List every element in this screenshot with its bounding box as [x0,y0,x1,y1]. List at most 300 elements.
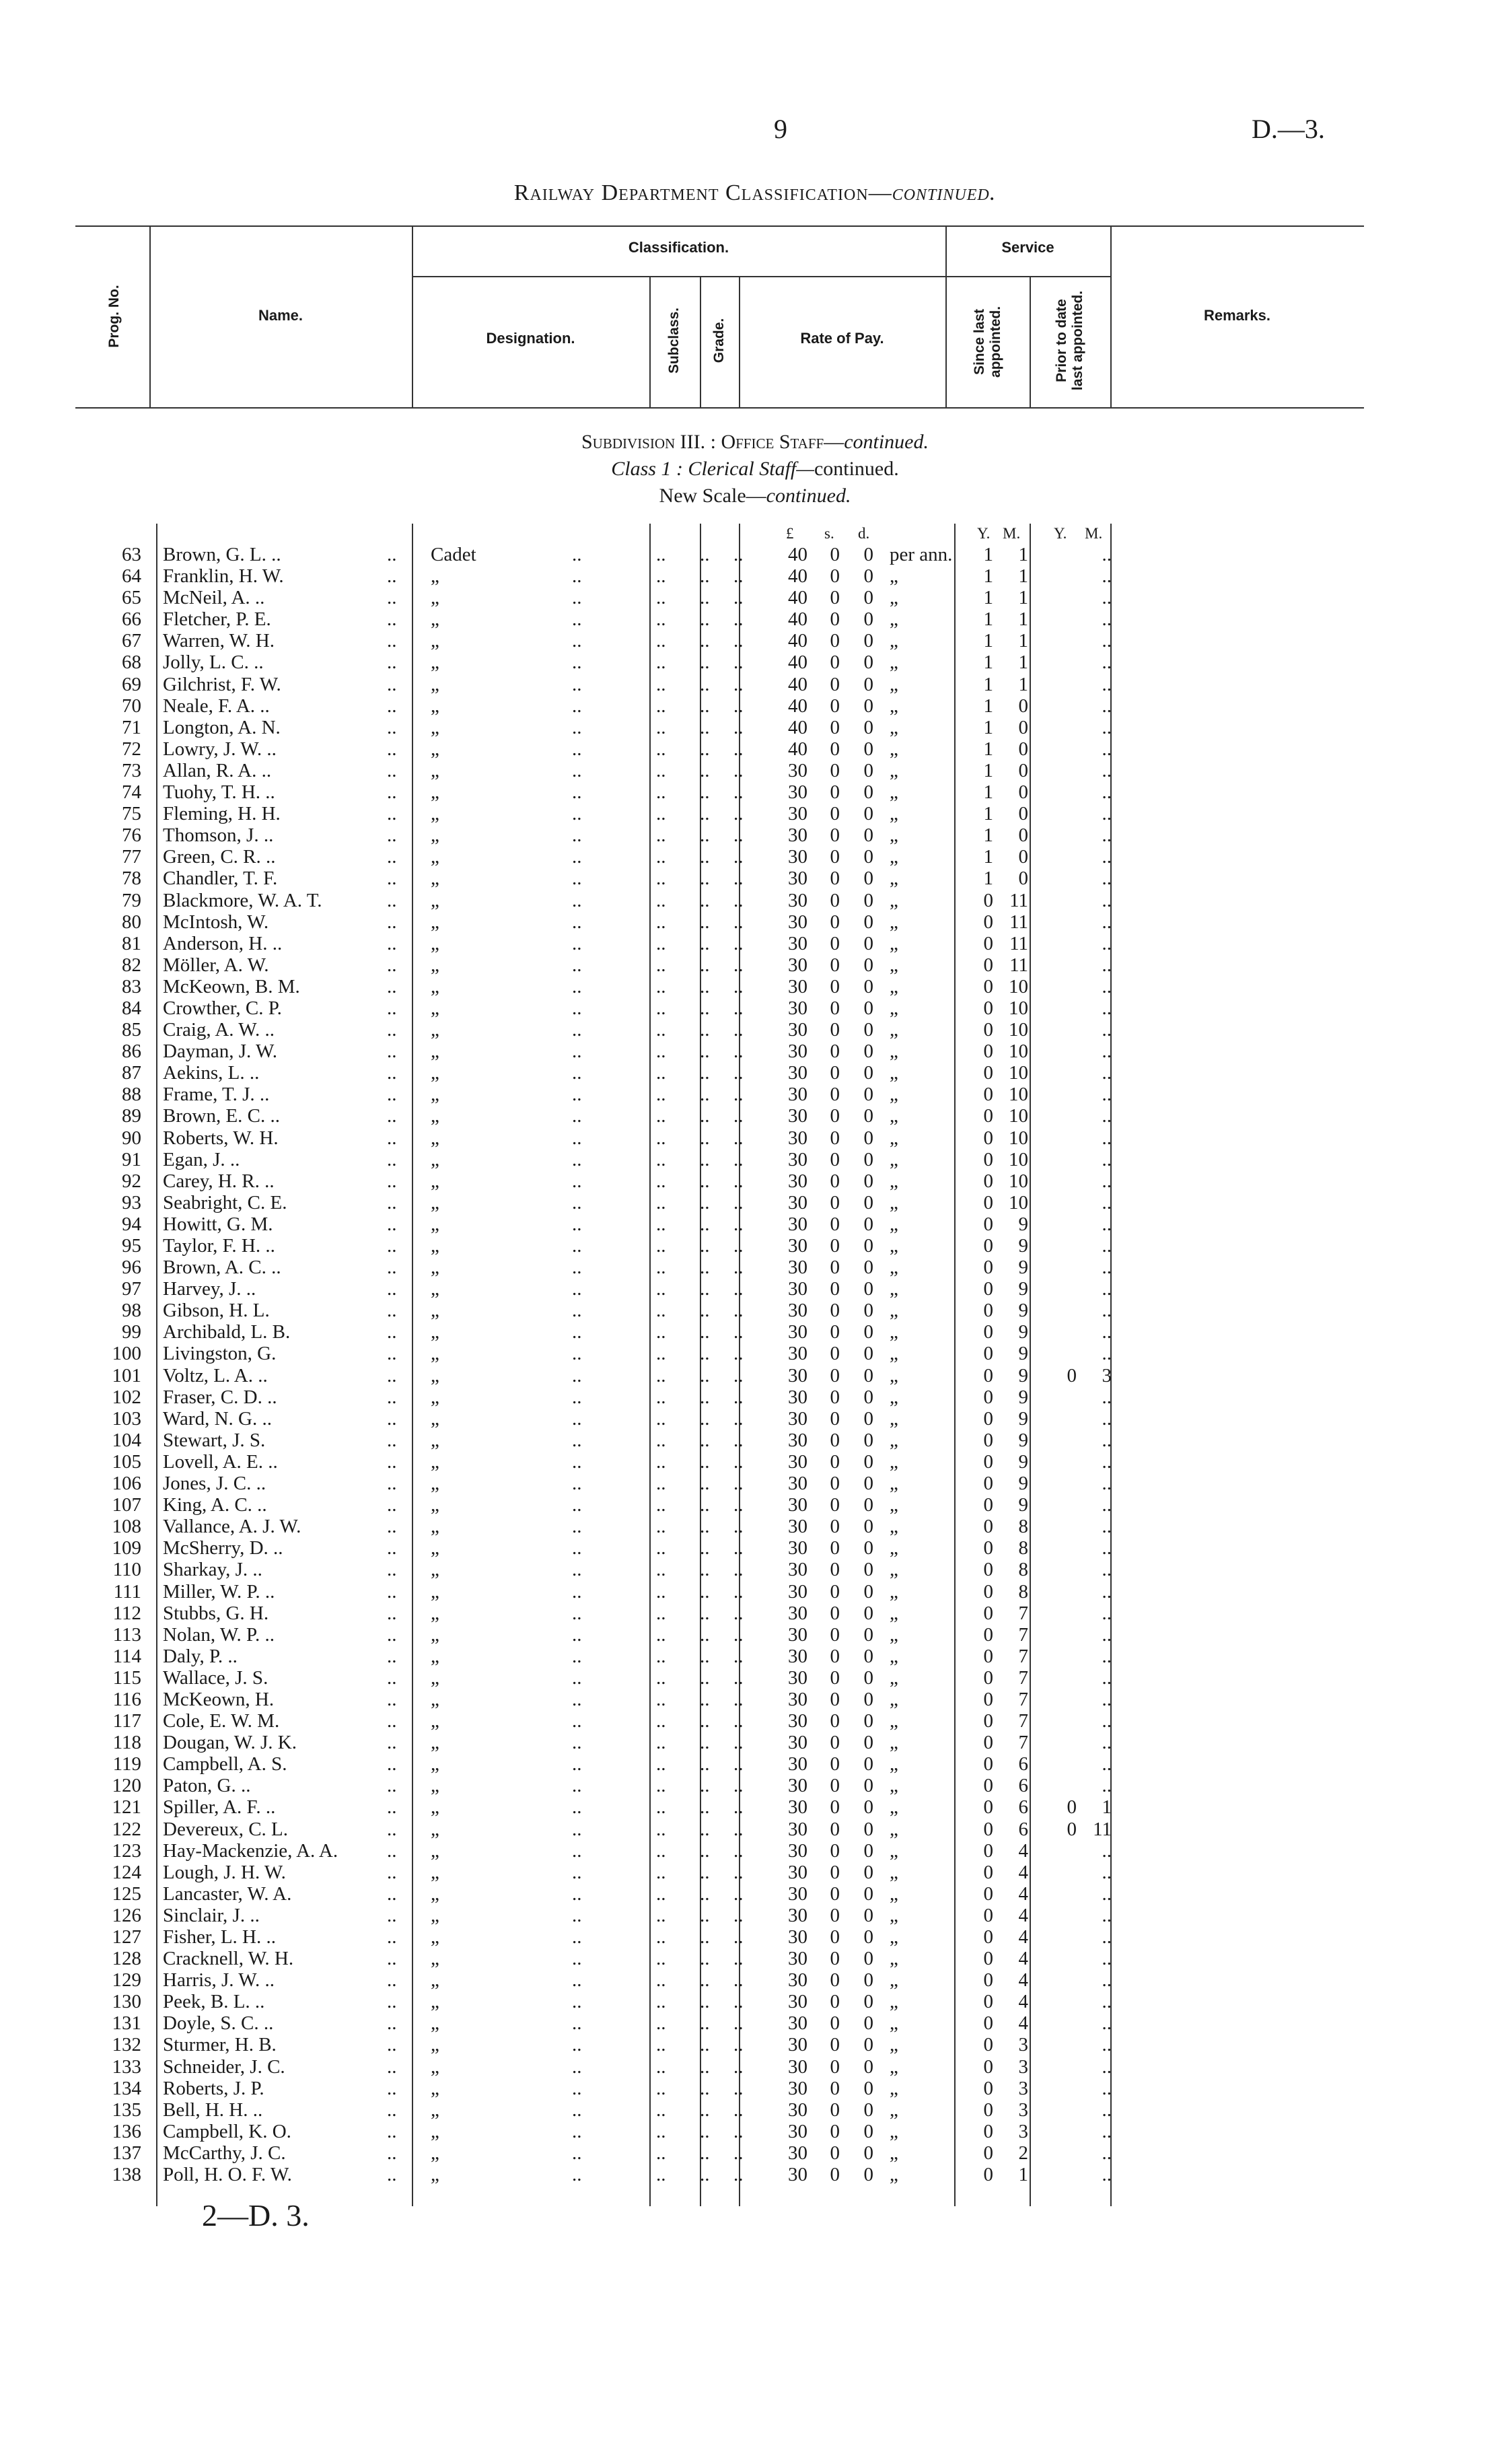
since-months: 0 [1018,738,1028,760]
designation: „ [431,1753,439,1775]
leader-dots: .. [656,565,666,588]
table-row [0,2099,1510,2121]
pay-pence: 0 [863,1473,873,1495]
pay-pounds: 40 [788,608,807,631]
name: Cracknell, W. H. [163,1948,294,1970]
table-row [0,2012,1510,2034]
pay-pounds: 30 [788,1839,807,1862]
leader-dots: .. [656,1559,666,1581]
leader-dots: .. [733,911,744,933]
designation: „ [431,1537,439,1559]
leader-dots: .. [572,1904,582,1926]
name: Aekins, L. .. [163,1062,260,1084]
since-months: 10 [1009,997,1028,1019]
pay-pounds: 30 [788,1473,807,1495]
pay-pence: 0 [863,1364,873,1386]
leader-dots: .. [572,868,582,890]
prog-no: 84 [122,997,141,1019]
pay-pence: 0 [863,1882,873,1905]
prog-no: 126 [112,1904,141,1926]
leader-dots: .. [387,673,397,695]
leader-dots: .. [572,1321,582,1343]
pay-period: „ [890,1213,898,1235]
table-row [0,760,1510,781]
pay-pounds: 30 [788,1278,807,1300]
name-header: Name. [258,307,303,324]
leader-dots: .. [572,716,582,738]
since-months: 3 [1018,2099,1028,2121]
pay-pounds: 30 [788,1559,807,1581]
name: Anderson, H. .. [163,932,283,954]
since-years: 1 [983,652,993,674]
leader-dots: .. [700,954,710,976]
designation: Cadet [431,544,476,565]
since-months: 4 [1018,1882,1028,1905]
leader-dots: .. [656,1580,666,1603]
leader-dots: .. [733,2099,744,2121]
leader-dots: .. [656,1386,666,1408]
name: Peek, B. L. .. [163,1991,265,2013]
pay-shillings: 0 [830,1732,840,1754]
pay-pence: 0 [863,1062,873,1084]
leader-dots: .. [387,1019,397,1041]
pay-pounds: 40 [788,587,807,609]
leader-dots: .. [733,1213,744,1235]
since-months: 1 [1018,652,1028,674]
leader-dots: .. [700,911,710,933]
leader-dots: .. [387,1213,397,1235]
pay-pence: 0 [863,565,873,588]
pay-period: „ [890,1494,898,1516]
prior-months-unit: M. [1085,525,1103,542]
pay-shillings: 0 [830,1904,840,1926]
leader-dots: .. [387,1666,397,1689]
leader-dots: .. [733,587,744,609]
prog-no: 116 [112,1688,141,1710]
since-months: 0 [1018,868,1028,890]
prior-months: .. [1102,1948,1112,1970]
leader-dots: .. [572,2142,582,2164]
leader-dots: .. [387,2077,397,2099]
leader-dots: .. [656,1257,666,1279]
prior-months: .. [1102,2077,1112,2099]
leader-dots: .. [733,1991,744,2013]
designation: „ [431,868,439,890]
leader-dots: .. [700,652,710,674]
leader-dots: .. [656,1602,666,1624]
leader-dots: .. [733,1386,744,1408]
leader-dots: .. [572,2077,582,2099]
leader-dots: .. [700,1407,710,1430]
designation: „ [431,1062,439,1084]
leader-dots: .. [700,1364,710,1386]
pay-pounds: 30 [788,1861,807,1883]
table-row [0,1127,1510,1149]
leader-dots: .. [387,824,397,847]
table-row [0,1019,1510,1041]
subdivision-text: Subdivision III. : Office Staff— [581,431,844,453]
leader-dots: .. [733,1494,744,1516]
pay-period: „ [890,1753,898,1775]
leader-dots: .. [387,1732,397,1754]
since-years: 0 [983,954,993,976]
pay-pence: 0 [863,1645,873,1667]
pay-shillings: 0 [830,1473,840,1495]
since-months: 10 [1009,975,1028,997]
leader-dots: .. [700,2099,710,2121]
since-months: 2 [1018,2142,1028,2164]
since-months: 10 [1009,1062,1028,1084]
pay-pence: 0 [863,1818,873,1840]
pay-pounds: 30 [788,1386,807,1408]
pay-pence: 0 [863,716,873,738]
since-years: 0 [983,1343,993,1365]
table-row [0,1840,1510,1862]
since-years: 0 [983,1623,993,1646]
prog-no: 90 [122,1127,141,1149]
leader-dots: .. [733,1041,744,1063]
leader-dots: .. [572,1084,582,1106]
pay-pounds: 30 [788,1494,807,1516]
pay-pence: 0 [863,1321,873,1343]
pay-pounds: 30 [788,1041,807,1063]
pay-pence: 0 [863,587,873,609]
pay-pence: 0 [863,1948,873,1970]
pay-pence: 0 [863,803,873,825]
pay-pounds: 30 [788,2012,807,2035]
pay-shillings: 0 [830,2120,840,2142]
pay-pounds: 30 [788,2034,807,2056]
pay-period: „ [890,2142,898,2164]
designation: „ [431,1818,439,1840]
since-years: 0 [983,1105,993,1127]
leader-dots: .. [572,1278,582,1300]
pay-pounds: 40 [788,738,807,760]
prog-no: 65 [122,587,141,609]
since-months: 1 [1018,544,1028,565]
since-months: 1 [1018,587,1028,609]
prior-years: 0 [1067,1364,1077,1386]
leader-dots: .. [700,1710,710,1732]
pay-shillings: 0 [830,1429,840,1451]
since-months: 9 [1018,1343,1028,1365]
since-months: 10 [1009,1041,1028,1063]
leader-dots: .. [700,630,710,652]
pay-pence: 0 [863,1278,873,1300]
since-years: 0 [983,997,993,1019]
leader-dots: .. [700,1969,710,1992]
pay-period: „ [890,1580,898,1603]
designation: „ [431,1926,439,1948]
prior-months: .. [1102,2055,1112,2078]
name: Fleming, H. H. [163,803,281,825]
table-row [0,1408,1510,1430]
table-row [0,1991,1510,2012]
leader-dots: .. [572,652,582,674]
pay-period: „ [890,1645,898,1667]
since-years: 0 [983,2012,993,2035]
prog-no: 130 [112,1991,141,2013]
pay-period: „ [890,587,898,609]
designation: „ [431,932,439,954]
prior-months: .. [1102,1127,1112,1149]
name: Howitt, G. M. [163,1213,273,1235]
prog-no: 129 [112,1969,141,1992]
pay-pounds: 30 [788,1105,807,1127]
since-months: 4 [1018,1839,1028,1862]
leader-dots: .. [733,803,744,825]
since-months: 4 [1018,1948,1028,1970]
pay-pounds: 30 [788,1666,807,1689]
leader-dots: .. [656,1127,666,1149]
since-months: 0 [1018,781,1028,804]
pay-pence: 0 [863,673,873,695]
table-row [0,1796,1510,1818]
leader-dots: .. [733,1645,744,1667]
since-months: 4 [1018,1991,1028,2013]
prior-months: .. [1102,1688,1112,1710]
name: Brown, A. C. .. [163,1257,281,1279]
table-row [0,1581,1510,1603]
pay-shillings: 0 [830,1041,840,1063]
leader-dots: .. [572,1257,582,1279]
leader-dots: .. [387,759,397,781]
leader-dots: .. [733,1559,744,1581]
table-row [0,1300,1510,1321]
leader-dots: .. [656,932,666,954]
since-months: 9 [1018,1364,1028,1386]
since-months: 7 [1018,1710,1028,1732]
prog-no: 68 [122,652,141,674]
leader-dots: .. [733,1429,744,1451]
leader-dots: .. [656,1321,666,1343]
leader-dots: .. [387,1991,397,2013]
prog-no: 117 [112,1710,141,1732]
leader-dots: .. [572,759,582,781]
pay-pence: 0 [863,1407,873,1430]
name: Neale, F. A. .. [163,695,270,717]
table-row [0,1451,1510,1473]
since-months: 4 [1018,1969,1028,1992]
since-years: 0 [983,1732,993,1754]
pay-shillings: 0 [830,911,840,933]
leader-dots: .. [733,1364,744,1386]
since-months: 0 [1018,846,1028,868]
prog-no: 124 [112,1861,141,1883]
leader-dots: .. [733,1170,744,1192]
pay-period: „ [890,1796,898,1819]
leader-dots: .. [733,1839,744,1862]
pay-pence: 0 [863,1666,873,1689]
leader-dots: .. [656,2142,666,2164]
pay-pence: 0 [863,1559,873,1581]
designation: „ [431,1839,439,1862]
leader-dots: .. [733,608,744,631]
since-years: 0 [983,2055,993,2078]
pay-pounds: 30 [788,1148,807,1170]
since-years: 0 [983,1213,993,1235]
pay-pounds: 30 [788,1429,807,1451]
pay-shillings: 0 [830,1148,840,1170]
leader-dots: .. [572,932,582,954]
shillings-unit: s. [824,525,834,542]
table-row [0,544,1510,565]
pay-pence: 0 [863,1796,873,1819]
prog-no: 87 [122,1062,141,1084]
leader-dots: .. [700,1666,710,1689]
prior-months: .. [1102,1407,1112,1430]
pay-shillings: 0 [830,1818,840,1840]
leader-dots: .. [572,1753,582,1775]
name: Sharkay, J. .. [163,1559,262,1581]
leader-dots: .. [572,1559,582,1581]
designation: „ [431,1710,439,1732]
pay-pounds: 40 [788,544,807,565]
designation: „ [431,1450,439,1473]
leader-dots: .. [656,1839,666,1862]
pay-period: „ [890,1321,898,1343]
leader-dots: .. [387,1969,397,1992]
pay-period: „ [890,2120,898,2142]
pay-shillings: 0 [830,975,840,997]
name: Thomson, J. .. [163,824,274,847]
pay-period: „ [890,652,898,674]
leader-dots: .. [700,716,710,738]
designation: „ [431,2120,439,2142]
table-row [0,1192,1510,1213]
table-row [0,1948,1510,1969]
pay-period: „ [890,1818,898,1840]
name: Harvey, J. .. [163,1278,256,1300]
pay-shillings: 0 [830,673,840,695]
pay-period: „ [890,1257,898,1279]
since-months: 7 [1018,1688,1028,1710]
designation: „ [431,695,439,717]
pay-shillings: 0 [830,1300,840,1322]
scale-heading [0,485,1510,507]
designation: „ [431,824,439,847]
since-months: 0 [1018,759,1028,781]
prior-months: .. [1102,1213,1112,1235]
designation: „ [431,630,439,652]
leader-dots: .. [387,1775,397,1797]
leader-dots: .. [733,997,744,1019]
name: McSherry, D. .. [163,1537,283,1559]
since-months: 9 [1018,1407,1028,1430]
prog-no: 88 [122,1084,141,1106]
since-years: 0 [983,1473,993,1495]
pay-shillings: 0 [830,1623,840,1646]
table-row [0,1689,1510,1710]
name: Crowther, C. P. [163,997,282,1019]
subdivision-heading [0,431,1510,454]
leader-dots: .. [733,544,744,565]
pay-shillings: 0 [830,630,840,652]
leader-dots: .. [656,911,666,933]
pay-period: „ [890,2077,898,2099]
prior-months: .. [1102,846,1112,868]
pay-pence: 0 [863,975,873,997]
prior-months: .. [1102,1904,1112,1926]
pay-pence: 0 [863,1386,873,1408]
pay-period: „ [890,1386,898,1408]
leader-dots: .. [700,1213,710,1235]
pay-pounds: 30 [788,2164,807,2186]
leader-dots: .. [656,1926,666,1948]
leader-dots: .. [387,1473,397,1495]
prior-months: .. [1102,1041,1112,1063]
leader-dots: .. [733,824,744,847]
prior-months: .. [1102,911,1112,933]
leader-dots: .. [733,2055,744,2078]
page-number: 9 [774,114,787,144]
name: Lowry, J. W. .. [163,738,277,760]
designation: „ [431,1904,439,1926]
pay-period: „ [890,1041,898,1063]
pay-shillings: 0 [830,1926,840,1948]
since-years: 0 [983,1839,993,1862]
prior-months: .. [1102,1602,1112,1624]
leader-dots: .. [387,2164,397,2186]
name: Harris, J. W. .. [163,1969,275,1992]
since-years-unit: Y. [977,525,991,542]
table-row [0,2034,1510,2055]
name: Frame, T. J. .. [163,1084,270,1106]
leader-dots: .. [733,1796,744,1819]
pay-pounds: 30 [788,1904,807,1926]
since-years: 0 [983,1191,993,1213]
leader-dots: .. [387,738,397,760]
table-row [0,1905,1510,1926]
pay-period: „ [890,975,898,997]
since-years: 1 [983,824,993,847]
leader-dots: .. [733,932,744,954]
prior-months: 11 [1093,1818,1112,1840]
designation: „ [431,608,439,631]
since-months: 9 [1018,1473,1028,1495]
name: Paton, G. .. [163,1775,251,1797]
leader-dots: .. [700,1796,710,1819]
pay-pence: 0 [863,997,873,1019]
leader-dots: .. [572,1127,582,1149]
pay-pence: 0 [863,1019,873,1041]
table-row [0,824,1510,846]
pay-shillings: 0 [830,759,840,781]
prog-no-header: Prog. No. [106,285,122,348]
prog-no: 64 [122,565,141,588]
pay-shillings: 0 [830,1019,840,1041]
since-months: 1 [1018,565,1028,588]
prog-no: 102 [112,1386,141,1408]
pay-period: „ [890,1364,898,1386]
name: Archibald, L. B. [163,1321,291,1343]
prog-no: 67 [122,630,141,652]
leader-dots: .. [700,1882,710,1905]
leader-dots: .. [387,1904,397,1926]
prog-no: 93 [122,1191,141,1213]
leader-dots: .. [733,1775,744,1797]
leader-dots: .. [700,2012,710,2035]
leader-dots: .. [700,587,710,609]
designation: „ [431,1343,439,1365]
leader-dots: .. [700,975,710,997]
designation: „ [431,803,439,825]
leader-dots: .. [700,1257,710,1279]
pay-pounds: 30 [788,1818,807,1840]
pay-pounds: 30 [788,1926,807,1948]
pay-shillings: 0 [830,1235,840,1257]
since-years: 1 [983,630,993,652]
